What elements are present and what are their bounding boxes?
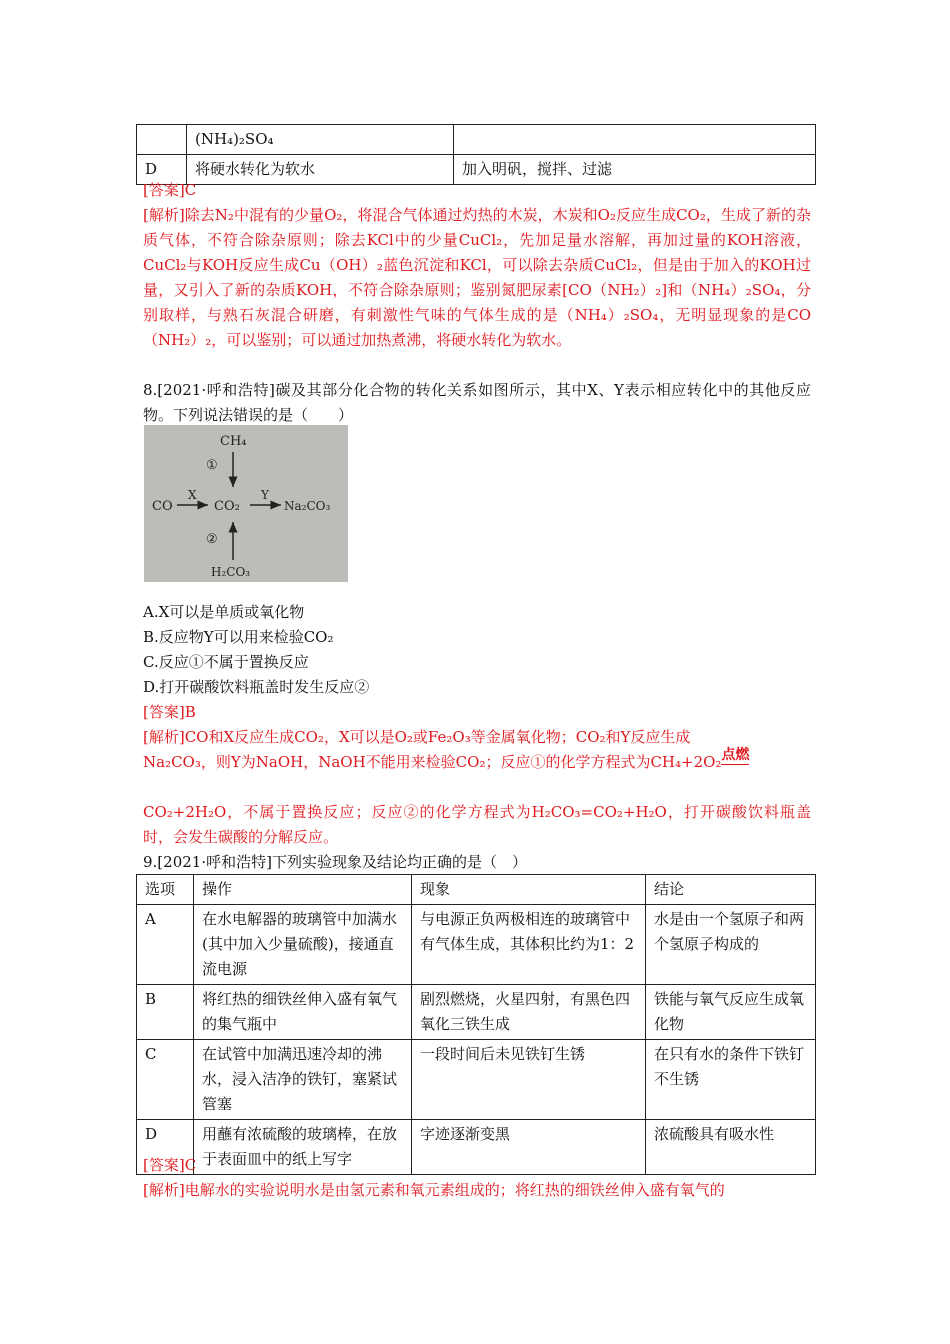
q8-option-c: C.反应①不属于置换反应: [143, 653, 309, 671]
top-options-table: [136, 124, 816, 185]
table-row: [137, 125, 816, 155]
table-cell: 一段时间后未见铁钉生锈: [412, 1040, 646, 1120]
table-cell: 加入明矾，搅拌、过滤: [454, 155, 816, 185]
q9-analysis: [解析]电解水的实验说明水是由氢元素和氧元素组成的；将红热的细铁丝伸入盛有氧气的: [143, 1181, 725, 1199]
table-row: [137, 1120, 816, 1175]
q9-stem: 9.[2021·呼和浩特]下列实验现象及结论均正确的是（ ）: [143, 853, 527, 871]
q7-answer: [答案]C: [143, 181, 197, 199]
table-row: [137, 905, 816, 985]
q8-option-a: A.X可以是单质或氧化物: [143, 603, 305, 621]
q8-analysis-line1: [解析]CO和X反应生成CO₂，X可以是O₂或Fe₂O₃等金属氧化物；CO₂和Y反应生成: [143, 728, 691, 746]
table-cell: 将硬水转化为软水: [187, 155, 454, 185]
table-header-row: [137, 875, 816, 905]
q8-answer: [答案]B: [143, 703, 196, 721]
diagram-step2: ②: [206, 532, 218, 547]
table-cell: 铁能与氧气反应生成氧化物: [646, 985, 816, 1040]
table-cell: 水是由一个氢原子和两个氢原子构成的: [646, 905, 816, 985]
table-header: 现象: [412, 875, 646, 905]
table-cell: 在试管中加满迅速冷却的沸水，浸入洁净的铁钉，塞紧试管塞: [194, 1040, 412, 1120]
table-cell: 字迹逐渐变黑: [412, 1120, 646, 1175]
diagram-step1: ①: [206, 458, 218, 473]
q7-analysis: [解析]除去N₂中混有的少量O₂，将混合气体通过灼热的木炭，木炭和O₂反应生成CO₂，生成了新的杂质气体，不符合除杂原则；除去KCl中的少量CuCl₂，先加足量水溶解，再加过量的KOH溶液，CuCl₂与KOH反应生成Cu（OH）₂蓝色沉淀和KCl，可以除去杂质CuCl₂，但是由于加入的KOH过量，又引入了新的杂质KOH，不符合除杂原则；鉴别氮肥尿素[CO（NH₂）₂]和（NH₄）₂SO₄，分别取样，与熟石灰混合研磨，有刺激性气味的气体生成的是（NH₄）₂SO₄，无明显现象的是CO（NH₂）₂，可以鉴别；可以通过加热煮沸，将硬水转化为软水。: [143, 206, 811, 349]
table-cell: 与电源正负两极相连的玻璃管中有气体生成，其体积比约为1：2: [412, 905, 646, 985]
table-header: 选项: [137, 875, 194, 905]
table-cell: D: [137, 1120, 194, 1175]
reaction-condition: 点燃: [721, 747, 750, 763]
table-header: 操作: [194, 875, 412, 905]
table-cell: C: [137, 1040, 194, 1120]
table-cell: 在只有水的条件下铁钉不生锈: [646, 1040, 816, 1120]
table-cell: [454, 125, 816, 155]
q8-analysis-line2: [143, 747, 750, 776]
diagram-na2co3: Na₂CO₃: [284, 499, 331, 513]
diagram-y: Y: [261, 488, 269, 502]
table-row: [137, 155, 816, 185]
q8-analysis-line3: CO₂+2H₂O，不属于置换反应；反应②的化学方程式为H₂CO₃=CO₂+H₂O，打开碳酸饮料瓶盖时，会发生碳酸的分解反应。: [143, 803, 811, 846]
diagram-co2: CO₂: [214, 499, 240, 514]
table-cell: 用蘸有浓硫酸的玻璃棒，在放于表面皿中的纸上写字: [194, 1120, 412, 1175]
q8-option-b: B.反应物Y可以用来检验CO₂: [143, 628, 334, 646]
table-cell: 剧烈燃烧，火星四射，有黑色四氧化三铁生成: [412, 985, 646, 1040]
carbon-conversion-diagram: [144, 425, 348, 582]
q8-stem: 8.[2021·呼和浩特]碳及其部分化合物的转化关系如图所示，其中X、Y表示相应转化中的其他反应物。下列说法错误的是（ ）: [143, 381, 811, 424]
diagram-x: X: [188, 488, 197, 502]
diagram-h2co3: H₂CO₃: [211, 565, 251, 579]
table-cell: D: [137, 155, 187, 185]
diagram-co: CO: [152, 499, 173, 514]
table-cell: A: [137, 905, 194, 985]
q8-analysis-text: Na₂CO₃，则Y为NaOH，NaOH不能用来检验CO₂；反应①的化学方程式为CH₄+2O₂: [143, 753, 722, 771]
table-cell: 将红热的细铁丝伸入盛有氧气的集气瓶中: [194, 985, 412, 1040]
table-cell: 浓硫酸具有吸水性: [646, 1120, 816, 1175]
q8-option-d: D.打开碳酸饮料瓶盖时发生反应②: [143, 678, 370, 696]
table-cell: 在水电解器的玻璃管中加满水(其中加入少量硫酸)，接通直流电源: [194, 905, 412, 985]
diagram-ch4: CH₄: [220, 434, 247, 449]
table-row: [137, 1040, 816, 1120]
table-row: [137, 985, 816, 1040]
q9-table: [136, 874, 816, 1175]
table-header: 结论: [646, 875, 816, 905]
table-cell: (NH₄)₂SO₄: [187, 125, 454, 155]
table-cell: B: [137, 985, 194, 1040]
q9-answer: [答案]C: [143, 1156, 197, 1174]
table-cell: [137, 125, 187, 155]
